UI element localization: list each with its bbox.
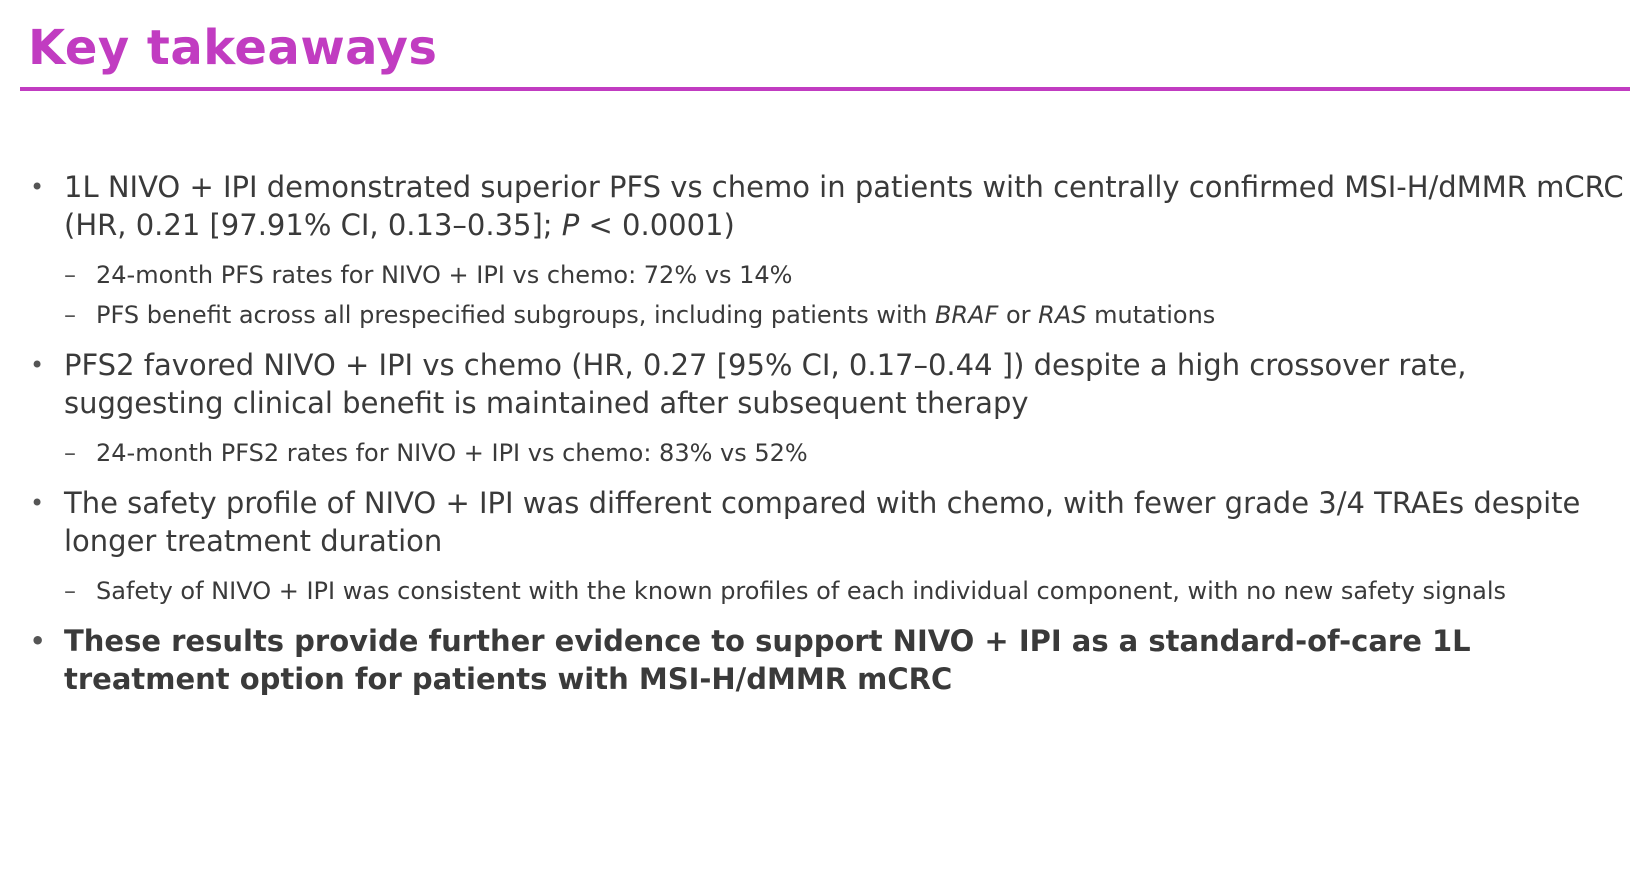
sub-bullet-text-part: PFS benefit across all prespecified subgroups, including patients with (96, 301, 935, 329)
sub-bullet-item (28, 258, 1628, 292)
sub-bullet-text: 24-month PFS2 rates for NIVO + IPI vs chemo: 83% vs 52% (96, 439, 808, 467)
sub-bullet-marker: – (64, 301, 76, 329)
bullet-marker: • (30, 351, 45, 379)
sub-bullet-marker: – (64, 261, 76, 289)
sub-bullet-text-italic: RAS (1038, 301, 1087, 329)
sub-bullet-item (28, 436, 1628, 470)
takeaways-list (28, 168, 1628, 712)
slide-title: Key takeaways (28, 20, 438, 76)
bullet-item (28, 168, 1628, 244)
bullet-text: PFS2 favored NIVO + IPI vs chemo (HR, 0.27 [95% CI, 0.17–0.44 ]) despite a high crossover rate, suggesting clinical benefit is maintained after subsequent therapy (64, 348, 1467, 420)
bullet-item-conclusion (28, 622, 1628, 698)
sub-bullet-item (28, 298, 1628, 332)
bullet-item (28, 484, 1628, 560)
bullet-marker: • (30, 489, 45, 517)
bullet-text-part: 1L NIVO + IPI demonstrated superior PFS vs chemo in patients with centrally confirmed MSI-H/dMMR mCRC (HR, 0.21 [97.91% CI, 0.13–0.35]; (64, 170, 1624, 242)
sub-bullet-text-part: or (998, 301, 1039, 329)
bullet-text: These results provide further evidence to support NIVO + IPI as a standard-of-care 1L treatment option for patients with MSI-H/dMMR mCRC (64, 624, 1471, 696)
sub-bullet-list (28, 258, 1628, 332)
bullet-text: The safety profile of NIVO + IPI was different compared with chemo, with fewer grade 3/4 TRAEs despite longer treatment duration (64, 486, 1581, 558)
sub-bullet-item (28, 574, 1628, 608)
sub-bullet-marker: – (64, 439, 76, 467)
bullet-marker: • (30, 627, 46, 655)
title-divider (20, 87, 1630, 91)
sub-bullet-list (28, 574, 1628, 608)
sub-bullet-text: 24-month PFS rates for NIVO + IPI vs chemo: 72% vs 14% (96, 261, 793, 289)
bullet-text-part: < 0.0001) (579, 208, 735, 242)
bullet-marker: • (30, 173, 45, 201)
sub-bullet-text-part: mutations (1086, 301, 1216, 329)
sub-bullet-text: Safety of NIVO + IPI was consistent with the known profiles of each individual component, with no new safety signals (96, 577, 1506, 605)
sub-bullet-marker: – (64, 577, 76, 605)
sub-bullet-list (28, 436, 1628, 470)
sub-bullet-text-italic: BRAF (934, 301, 999, 329)
bullet-text-italic: P (561, 208, 580, 242)
bullet-item (28, 346, 1628, 422)
